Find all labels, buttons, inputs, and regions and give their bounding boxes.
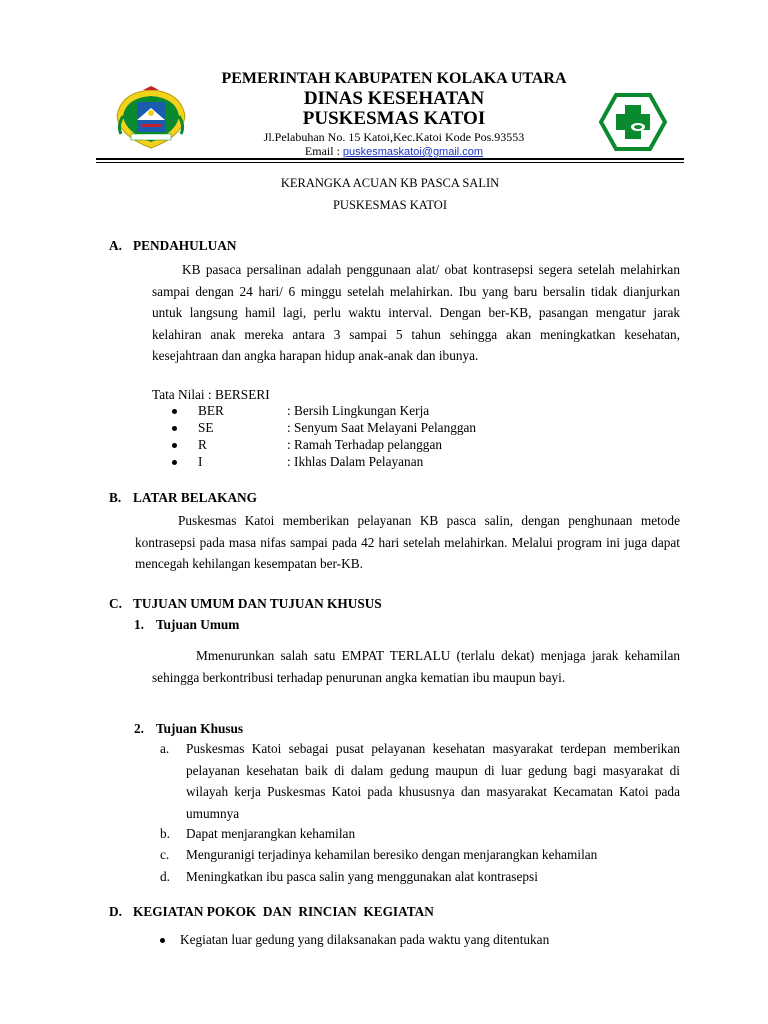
paragraph-text: Puskesmas Katoi memberikan pelayanan KB pasca salin, dengan penghunaan metode kontrasepsi pada masa nifas sampai pada 42 hari setelah melahirkan. Melalui program ini juga dapat mencegah kehilangan kesempatan ber-KB. xyxy=(135,513,680,572)
letterhead-institution: PUSKESMAS KATOI xyxy=(302,108,486,129)
section-b-heading xyxy=(109,490,257,506)
sub-title: Tujuan Umum xyxy=(156,617,240,632)
tujuan-umum-paragraph xyxy=(152,645,680,688)
section-letter: B. xyxy=(109,490,122,505)
section-a-heading xyxy=(109,238,236,254)
letterhead-rule-thin xyxy=(96,162,684,163)
item-label: c. xyxy=(160,847,170,862)
bullet-icon xyxy=(172,443,177,448)
document-title: KERANGKA ACUAN KB PASCA SALIN xyxy=(280,176,500,190)
tata-nilai-desc: : Bersih Lingkungan Kerja xyxy=(287,403,430,418)
sub-heading-tujuan-umum xyxy=(134,617,239,633)
tata-nilai-code: R xyxy=(198,437,207,452)
letterhead-department: DINAS KESEHATAN xyxy=(303,88,485,109)
item-text: Dapat menjarangkan kehamilan xyxy=(186,826,356,841)
bullet-icon xyxy=(172,409,177,414)
section-d-heading xyxy=(109,904,434,920)
bullet-icon xyxy=(172,460,177,465)
tata-nilai-code: I xyxy=(198,454,203,469)
tata-nilai-code: SE xyxy=(198,420,214,435)
letterhead-government: PEMERINTAH KABUPATEN KOLAKA UTARA xyxy=(221,70,567,87)
bullet-icon xyxy=(172,426,177,431)
item-text: Kegiatan luar gedung yang dilaksanakan pada waktu yang ditentukan xyxy=(180,932,550,947)
item-label: b. xyxy=(160,826,170,841)
item-label: a. xyxy=(160,741,170,756)
letterhead-email-line xyxy=(190,144,598,159)
section-letter: C. xyxy=(109,596,122,611)
sub-heading-tujuan-khusus xyxy=(134,721,243,737)
item-text: Menguranigi terjadinya kehamilan beresiko dengan menjarangkan kehamilan xyxy=(186,847,598,862)
bullet-icon xyxy=(160,938,165,943)
sub-number: 1. xyxy=(134,617,144,632)
email-link[interactable]: puskesmaskatoi@gmail.com xyxy=(342,146,484,158)
tata-nilai-desc: : Senyum Saat Melayani Pelanggan xyxy=(287,420,477,435)
item-text: Meningkatkan ibu pasca salin yang menggunakan alat kontrasepsi xyxy=(186,869,538,884)
section-letter: D. xyxy=(109,904,122,919)
regency-emblem-icon xyxy=(113,86,189,150)
section-letter: A. xyxy=(109,238,122,253)
sub-title: Tujuan Khusus xyxy=(156,721,244,736)
item-text: Puskesmas Katoi sebagai pusat pelayanan kesehatan masyarakat terdepan memberikan pelayanan kesehatan baik di dalam gedung maupun di luar gedung bagi masyarakat di wilayah kerja Puskesmas Katoi pada khususnya dan masyarakat Kecamatan Katoi pada umumnya xyxy=(186,741,680,821)
section-title: KEGIATAN POKOK DAN RINCIAN KEGIATAN xyxy=(133,904,434,919)
paragraph-text: KB pasaca persalinan adalah penggunaan alat/ obat kontrasepsi segera setelah melahirkan sampai dengan 24 hari/ 6 minggu setelah melahirkan. Ibu yang baru bersalin tidak dianjurkan untuk langsung hamil lagi, perlu waktu interval. Dengan ber-KB, pasangan mengatur jarak kelahiran anak mereka antara 3 sampai 5 tahun sehingga akan meningkatkan kesehatan, kesejahtraan dan angka harapan hidup anak-anak dan ibunya. xyxy=(152,262,680,364)
tata-nilai-code: BER xyxy=(198,403,224,418)
tata-nilai-desc: : Ramah Terhadap pelanggan xyxy=(287,437,443,452)
section-c-heading xyxy=(109,596,382,612)
puskesmas-cross-icon xyxy=(598,92,668,152)
section-b-paragraph xyxy=(135,510,680,575)
section-title: LATAR BELAKANG xyxy=(133,490,257,505)
paragraph-text: Mmenurunkan salah satu EMPAT TERLALU (terlalu dekat) menjaga jarak kehamilan sehingga berkontribusi terhadap penurunan angka kematian ibu maupun bayi. xyxy=(152,648,680,685)
letterhead-address: Jl.Pelabuhan No. 15 Katoi,Kec.Katoi Kode Pos.93553 xyxy=(263,130,525,144)
tata-nilai-desc: : Ikhlas Dalam Pelayanan xyxy=(287,454,424,469)
item-label: d. xyxy=(160,869,170,884)
document-subtitle: PUSKESMAS KATOI xyxy=(332,198,448,212)
section-title: PENDAHULUAN xyxy=(133,238,237,253)
tata-nilai-label: Tata Nilai : BERSERI xyxy=(152,387,270,402)
email-label: Email : xyxy=(304,144,343,158)
sub-number: 2. xyxy=(134,721,144,736)
section-a-paragraph xyxy=(152,259,680,367)
letterhead-rule-thick xyxy=(96,158,684,160)
section-title: TUJUAN UMUM DAN TUJUAN KHUSUS xyxy=(133,596,382,611)
